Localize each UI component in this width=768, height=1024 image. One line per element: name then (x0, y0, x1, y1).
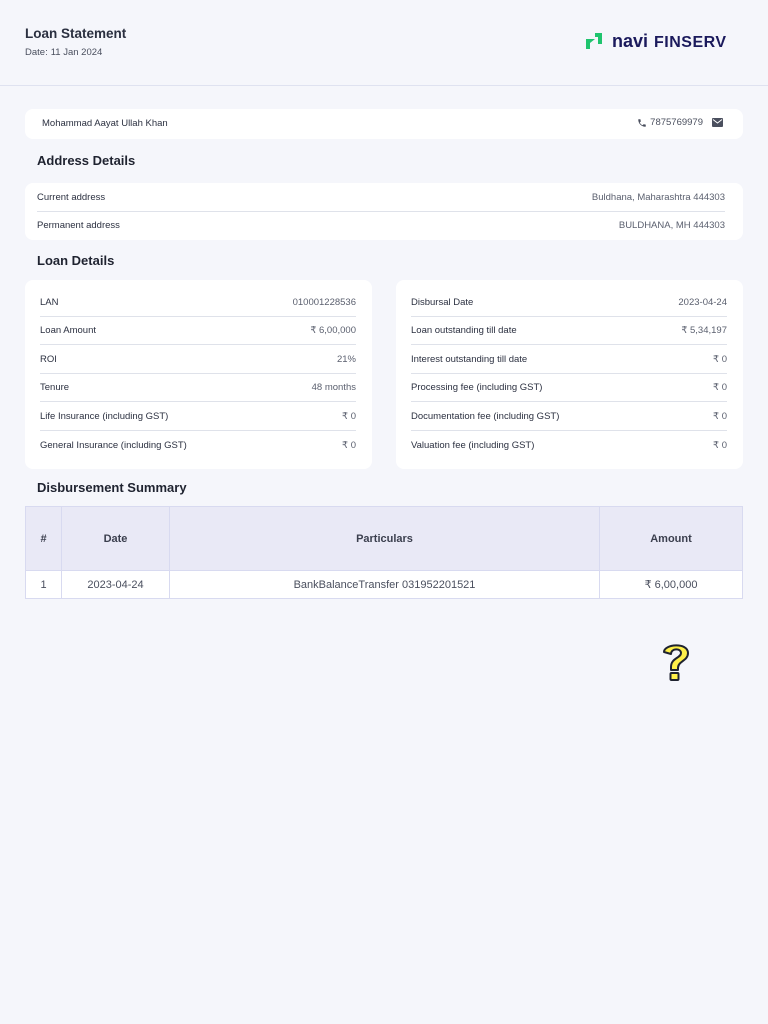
loan-details-left-card (25, 280, 372, 469)
logo-finserv-text: FINSERV (654, 33, 727, 51)
tenure-label: Tenure (40, 381, 70, 393)
disbursement-section-title: Disbursement Summary (37, 480, 187, 495)
question-mark-icon[interactable] (660, 640, 692, 689)
processing-fee-value: ₹ 0 (713, 381, 727, 393)
disbursal-date-value: 2023-04-24 (678, 296, 727, 308)
loan-row-roi (40, 345, 356, 373)
loan-row-valuation-fee (411, 431, 727, 459)
page-header (0, 0, 768, 86)
page-title: Loan Statement (25, 26, 127, 41)
general-insurance-label: General Insurance (including GST) (40, 439, 187, 451)
date-label: Date: (25, 47, 48, 58)
loan-row-general-insurance (40, 431, 356, 459)
phone-number: 7875769979 (650, 117, 703, 128)
row-date: 2023-04-24 (62, 571, 170, 599)
navi-finserv-logo (584, 30, 727, 52)
documentation-fee-value: ₹ 0 (713, 410, 727, 422)
general-insurance-value: ₹ 0 (342, 439, 356, 451)
column-header-index: # (26, 507, 62, 571)
current-address-label: Current address (37, 191, 106, 203)
loan-row-disbursal-date (411, 288, 727, 316)
customer-card (25, 109, 743, 139)
loan-row-processing-fee (411, 373, 727, 401)
row-particulars: BankBalanceTransfer 031952201521 (170, 571, 600, 599)
loan-outstanding-label: Loan outstanding till date (411, 324, 517, 336)
roi-value: 21% (336, 353, 356, 365)
loan-row-lan (40, 288, 356, 316)
address-card (25, 183, 743, 240)
row-amount: ₹ 6,00,000 (600, 571, 743, 599)
row-index: 1 (26, 571, 62, 599)
lan-label: LAN (40, 296, 59, 308)
current-address-row (37, 183, 725, 211)
interest-outstanding-value: ₹ 0 (713, 353, 727, 365)
customer-name: Mohammad Aayat Ullah Khan (42, 118, 168, 129)
mail-icon[interactable] (712, 118, 723, 127)
table-header-row (26, 507, 743, 571)
permanent-address-value: BULDHANA, MH 444303 (618, 219, 725, 231)
address-section-title: Address Details (37, 153, 136, 168)
loan-row-documentation-fee (411, 402, 727, 430)
valuation-fee-label: Valuation fee (including GST) (411, 439, 535, 451)
processing-fee-label: Processing fee (including GST) (411, 381, 543, 393)
disbursement-table (25, 506, 743, 599)
navi-logo-icon (584, 32, 604, 50)
permanent-address-row (37, 211, 725, 239)
loan-details-right-card (396, 280, 743, 469)
current-address-value: Buldhana, Maharashtra 444303 (591, 191, 725, 203)
phone-icon (637, 118, 647, 128)
statement-date (25, 47, 102, 58)
loan-section-title: Loan Details (37, 253, 115, 268)
loan-amount-label: Loan Amount (40, 324, 96, 336)
loan-row-amount (40, 316, 356, 344)
column-header-date: Date (62, 507, 170, 571)
documentation-fee-label: Documentation fee (including GST) (411, 410, 560, 422)
lan-value: 010001228536 (292, 296, 356, 308)
valuation-fee-value: ₹ 0 (713, 439, 727, 451)
loan-outstanding-value: ₹ 5,34,197 (681, 324, 727, 336)
logo-wordmark (612, 31, 727, 52)
column-header-amount: Amount (600, 507, 743, 571)
interest-outstanding-label: Interest outstanding till date (411, 353, 528, 365)
customer-contact (637, 117, 723, 128)
column-header-particulars: Particulars (170, 507, 600, 571)
life-insurance-label: Life Insurance (including GST) (40, 410, 169, 422)
permanent-address-label: Permanent address (37, 219, 120, 231)
loan-row-life-insurance (40, 402, 356, 430)
loan-row-interest-outstanding (411, 345, 727, 373)
disbursal-date-label: Disbursal Date (411, 296, 474, 308)
loan-row-outstanding (411, 316, 727, 344)
tenure-value: 48 months (311, 381, 356, 393)
table-row (26, 571, 743, 599)
date-value: 11 Jan 2024 (50, 47, 103, 58)
loan-row-tenure (40, 373, 356, 401)
loan-amount-value: ₹ 6,00,000 (310, 324, 356, 336)
logo-navi-text: navi (612, 30, 649, 51)
life-insurance-value: ₹ 0 (342, 410, 356, 422)
roi-label: ROI (40, 353, 57, 365)
